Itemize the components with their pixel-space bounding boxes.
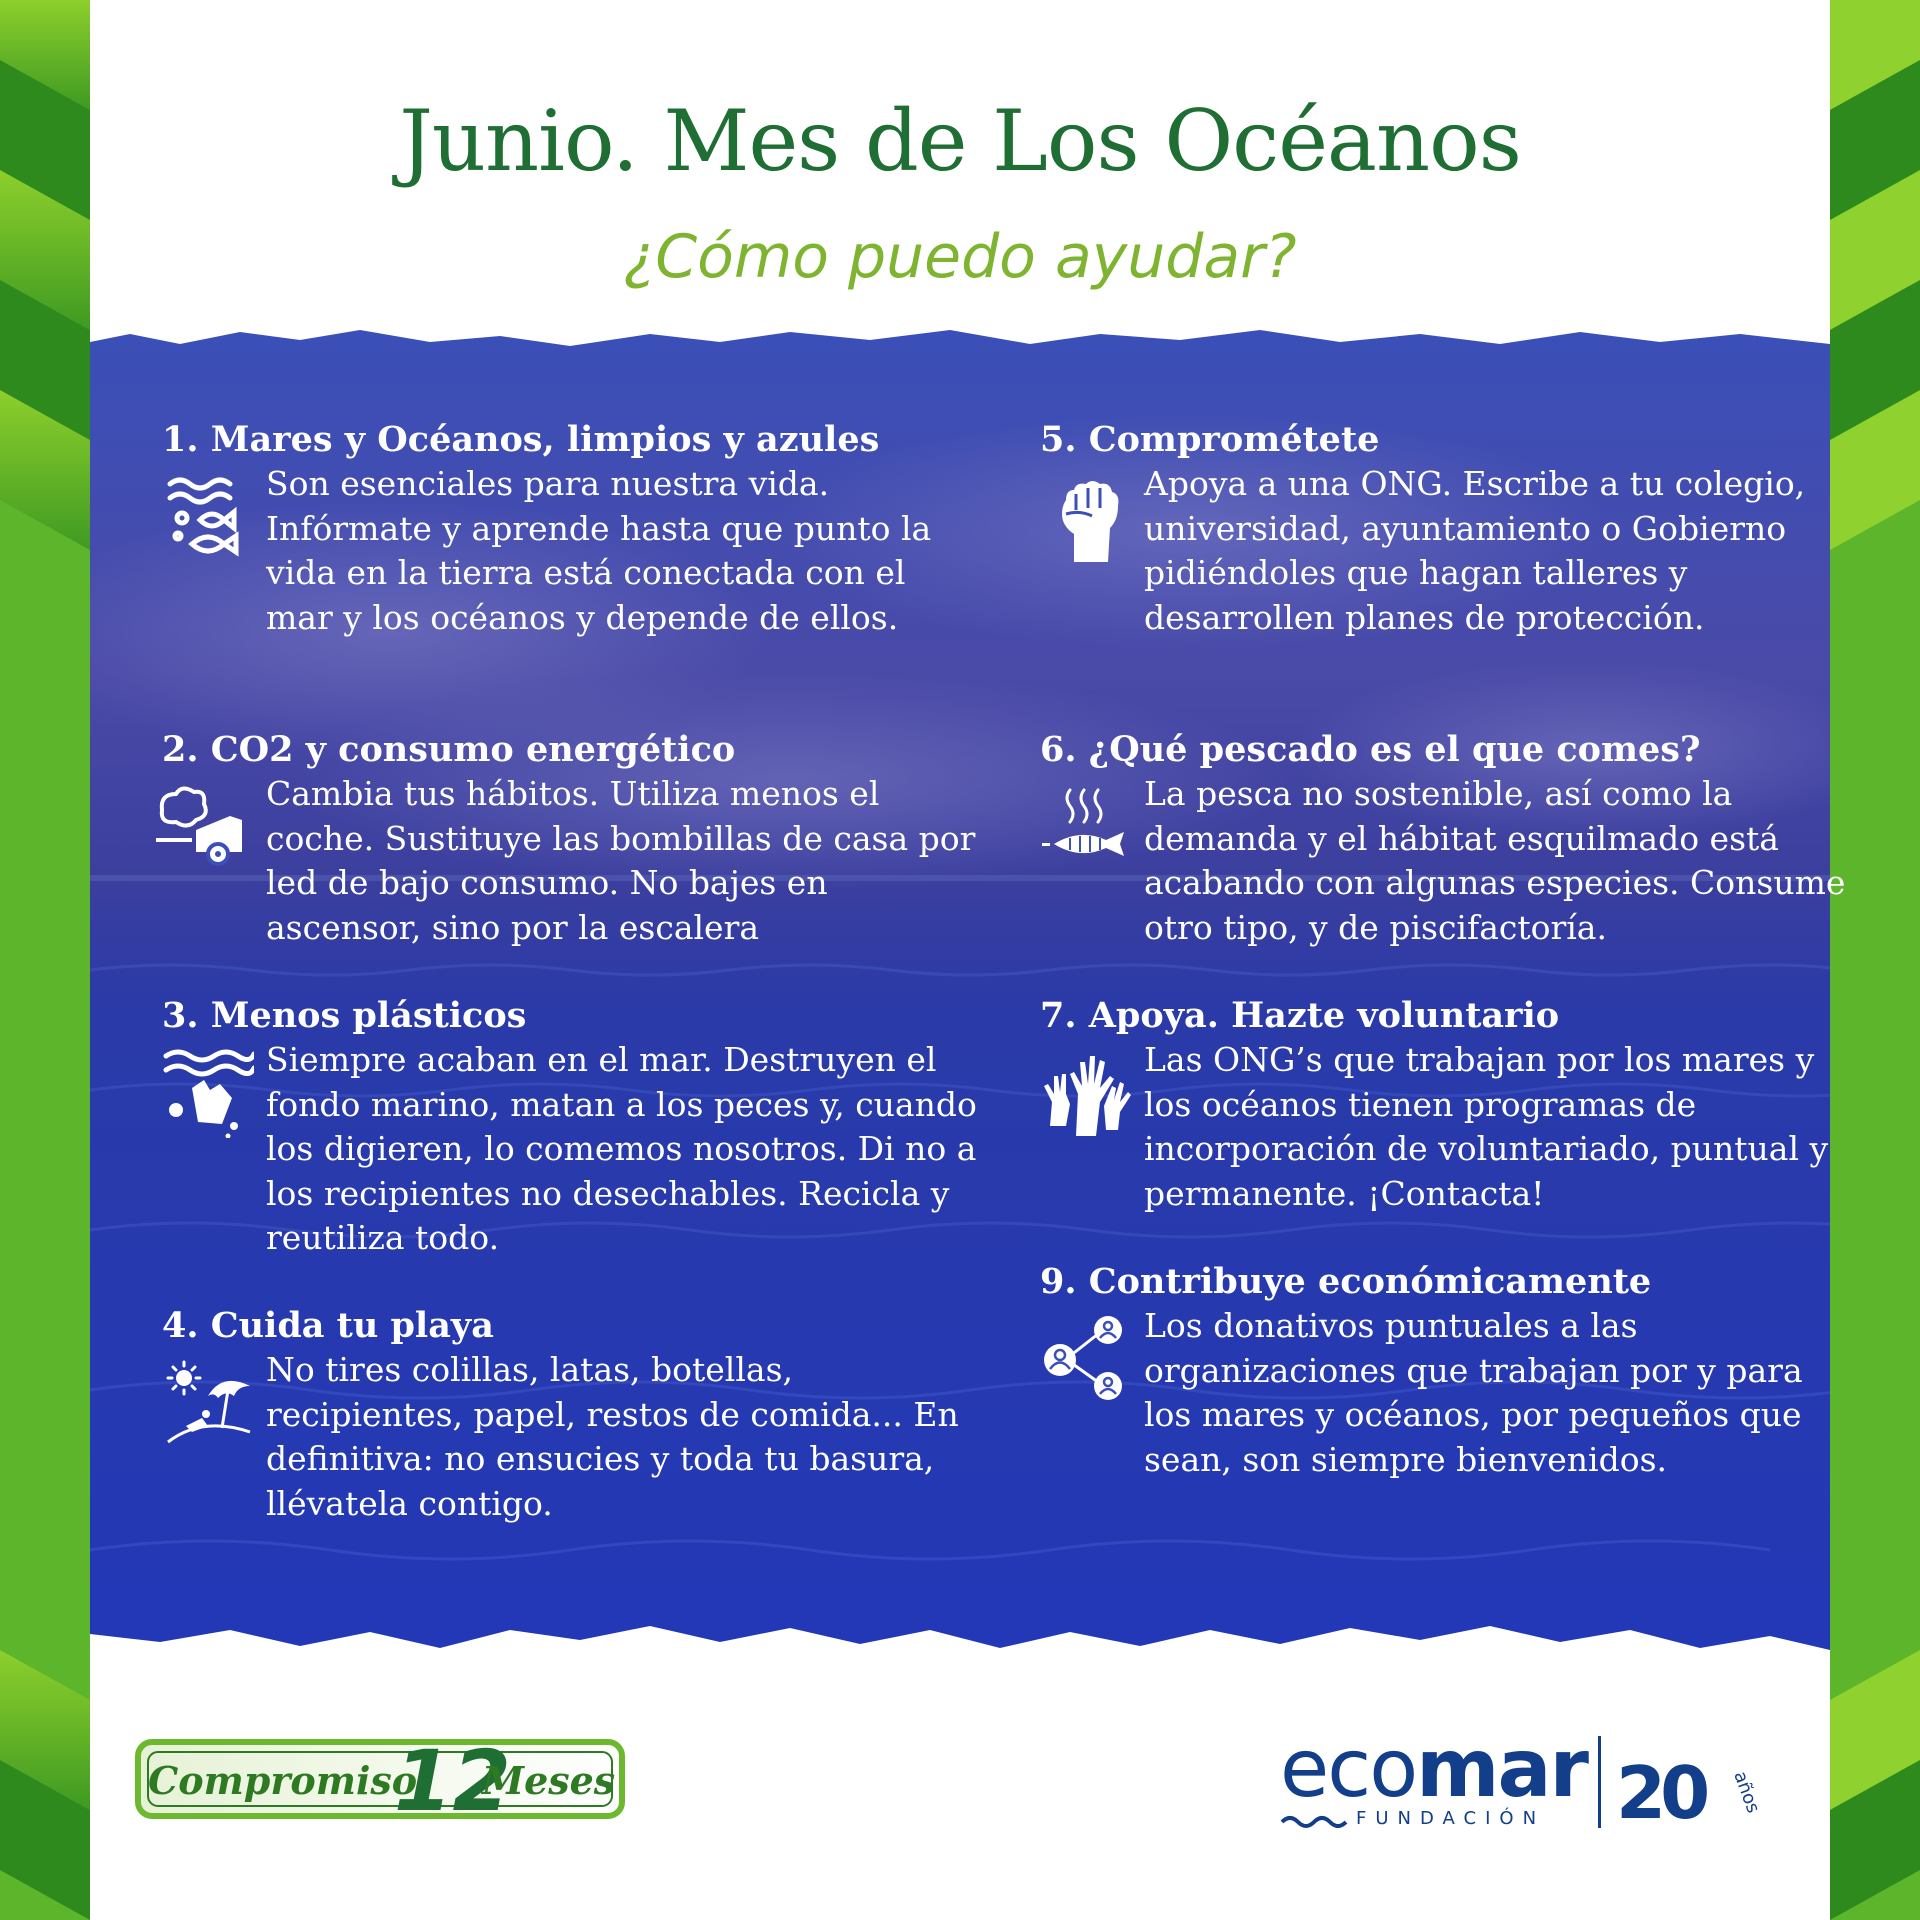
tip-text: No tires colillas, latas, botellas, recipientes, papel, restos de comida... En definitiva: no ensucies y toda tu basura, llévatela contigo. xyxy=(266,1350,959,1523)
compromiso-12-meses-badge xyxy=(132,1720,632,1830)
logo-subtitle: FUNDACIÓN xyxy=(1356,1808,1546,1829)
tip-text: Cambia tus hábitos. Utiliza menos el coche. Sustituye las bombillas de casa por led de bajo consumo. No bajes en ascensor, sino por la escalera xyxy=(266,774,976,947)
logo-wordmark xyxy=(1280,1724,1587,1814)
logo-eco: eco xyxy=(1280,1722,1417,1815)
badge-number: 12 xyxy=(394,1732,511,1830)
wave-icon xyxy=(1280,1814,1350,1828)
cooked-fish-icon xyxy=(1040,780,1132,872)
tip-title: 2. CO2 y consumo energético xyxy=(162,729,736,770)
car-smoke-icon xyxy=(152,780,244,872)
tip-text: Son esenciales para nuestra vida. Infórmate y aprende hasta que punto la vida en la tierra está conectada con el mar y los océanos y depende de ellos. xyxy=(266,464,932,637)
tip-text: Los donativos puntuales a las organizaciones que trabajan por y para los mares y océanos, por pequeños que sean, son siempre bienvenidos. xyxy=(1144,1306,1803,1479)
tip-item-1 xyxy=(162,418,982,640)
plastic-bag-waves-icon xyxy=(162,1046,254,1138)
raised-hands-icon xyxy=(1040,1046,1132,1138)
tip-item-5 xyxy=(1040,418,1860,640)
tip-text: Apoya a una ONG. Escribe a tu colegio, universidad, ayuntamiento o Gobierno pidiéndoles que hagan talleres y desarrollen planes de protección. xyxy=(1144,464,1806,637)
anniversary-20-anos-mark xyxy=(1616,1730,1766,1830)
tip-text: Siempre acaban en el mar. Destruyen el fondo marino, matan a los peces y, cuando los digieren, lo comemos nosotros. Di no a los recipientes no desechables. Recicla y reutiliza todo. xyxy=(266,1040,977,1257)
tip-item-9 xyxy=(1040,1260,1860,1482)
logo-separator xyxy=(1598,1736,1601,1828)
tip-item-3 xyxy=(162,994,982,1261)
anniversary-digits: 20 xyxy=(1616,1751,1705,1830)
page-title: Junio. Mes de Los Océanos xyxy=(399,92,1521,190)
badge-word-2: Meses xyxy=(482,1758,616,1803)
tip-item-7 xyxy=(1040,994,1860,1216)
tip-title: 1. Mares y Océanos, limpios y azules xyxy=(162,419,880,460)
tip-item-6 xyxy=(1040,728,1860,950)
badge-word: Compromiso xyxy=(148,1758,418,1803)
waves-fish-icon xyxy=(162,470,254,562)
tip-title: 4. Cuida tu playa xyxy=(162,1305,494,1346)
tip-text: Las ONG’s que trabajan por los mares y los océanos tienen programas de incorporación de voluntariado, puntual y permanente. ¡Contacta! xyxy=(1144,1040,1829,1213)
ecomar-fundacion-logo xyxy=(1280,1722,1780,1830)
tip-title: 5. Comprométete xyxy=(1040,419,1380,460)
tip-title: 6. ¿Qué pescado es el que comes? xyxy=(1040,729,1701,770)
tip-title: 7. Apoya. Hazte voluntario xyxy=(1040,995,1560,1036)
raised-fist-icon xyxy=(1040,470,1132,562)
tip-title: 9. Contribuye económicamente xyxy=(1040,1261,1652,1302)
anniversary-label: años xyxy=(1729,1768,1764,1816)
tip-title: 3. Menos plásticos xyxy=(162,995,527,1036)
donor-network-icon xyxy=(1040,1312,1132,1404)
page-subtitle: ¿Cómo puedo ayudar? xyxy=(623,222,1297,292)
tip-text: La pesca no sostenible, así como la demanda y el hábitat esquilmado está acabando con algunas especies. Consume otro tipo, y de piscifactoría. xyxy=(1144,774,1846,947)
logo-mar: mar xyxy=(1416,1722,1587,1815)
tip-item-2 xyxy=(162,728,982,950)
beach-umbrella-sun-icon xyxy=(162,1356,254,1448)
tip-item-4 xyxy=(162,1304,982,1526)
